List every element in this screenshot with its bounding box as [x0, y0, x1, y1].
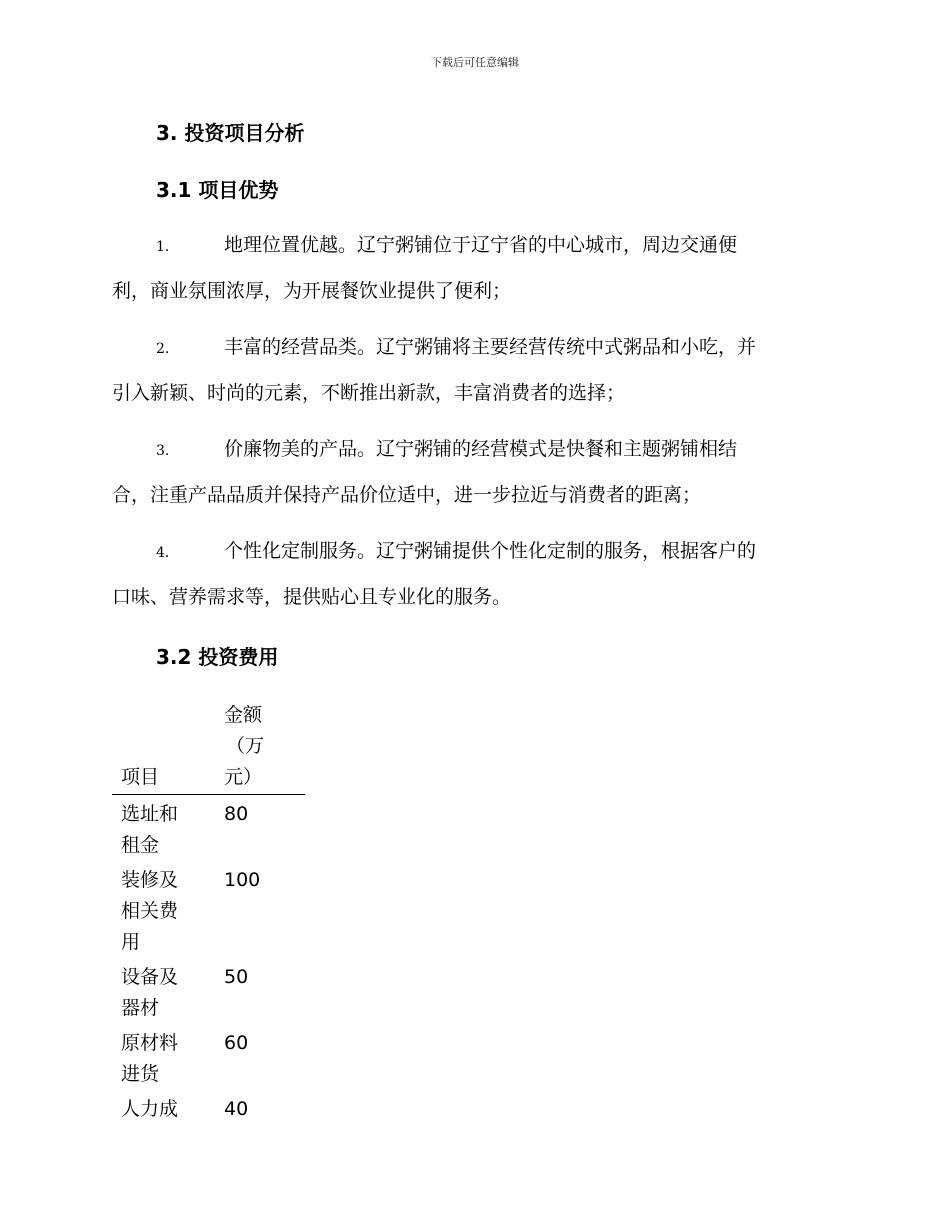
table-row [112, 1024, 305, 1090]
item-line: 原材料 [121, 1032, 179, 1054]
advantage-text-line: 个性化定制服务。辽宁粥铺提供个性化定制的服务，根据客户的 [224, 540, 757, 562]
table-header-row [112, 700, 305, 795]
advantage-item-2 [112, 335, 836, 427]
advantage-text-line: 地理位置优越。辽宁粥铺位于辽宁省的中心城市，周边交通便 [224, 234, 738, 256]
item-line: 用 [121, 931, 141, 953]
table-row [112, 1090, 305, 1125]
header-amount-cell [224, 700, 305, 795]
amount-cell: 80 [224, 803, 249, 825]
section-title: 3. 投资项目分析 [156, 121, 305, 145]
costs-heading: 3.2 投资费用 [156, 645, 279, 669]
advantage-text-line: 利，商业氛围浓厚，为开展餐饮业提供了便利； [112, 280, 512, 302]
item-line: 装修及 [121, 869, 179, 891]
advantage-text-line: 价廉物美的产品。辽宁粥铺的经营模式是快餐和主题粥铺相结 [224, 438, 738, 460]
item-line: 人力成 [121, 1098, 179, 1120]
header-item-label: 项目 [121, 766, 160, 788]
investment-cost-table [112, 700, 305, 1125]
table-row [112, 795, 305, 862]
item-cell [112, 958, 224, 1024]
amount-cell: 60 [224, 1032, 249, 1054]
item-line: 选址和 [121, 803, 179, 825]
item-line: 进货 [121, 1063, 160, 1085]
item-cell [112, 861, 224, 958]
item-line: 相关费 [121, 900, 179, 922]
advantage-item-3 [112, 437, 836, 529]
advantage-number: 1. [156, 239, 170, 255]
item-line: 器材 [121, 997, 160, 1019]
item-cell [112, 1024, 224, 1090]
advantage-number: 4. [156, 545, 170, 561]
advantage-number: 3. [156, 443, 170, 459]
header-amount-line: （万 [226, 735, 265, 757]
page-header: 下载后可任意编辑 [431, 56, 519, 69]
advantage-text-line: 丰富的经营品类。辽宁粥铺将主要经营传统中式粥品和小吃，并 [224, 336, 757, 358]
header-amount-line: 元） [224, 766, 263, 788]
header-amount-line: 金额 [224, 704, 263, 726]
advantages-heading: 3.1 项目优势 [156, 178, 279, 202]
item-cell [112, 795, 224, 862]
amount-cell: 40 [224, 1098, 249, 1120]
table-row [112, 958, 305, 1024]
advantage-text-line: 口味、营养需求等，提供贴心且专业化的服务。 [112, 586, 512, 608]
amount-cell: 100 [224, 869, 261, 891]
item-cell [112, 1090, 224, 1125]
amount-cell: 50 [224, 966, 249, 988]
advantage-text-line: 合，注重产品品质并保持产品价位适中，进一步拉近与消费者的距离； [112, 484, 702, 506]
item-line: 设备及 [121, 966, 179, 988]
table-row [112, 861, 305, 958]
advantage-item-4 [112, 539, 836, 631]
header-item-cell [112, 700, 224, 795]
advantage-number: 2. [156, 341, 170, 357]
advantage-item-1 [112, 233, 836, 325]
advantage-text-line: 引入新颖、时尚的元素，不断推出新款，丰富消费者的选择； [112, 382, 626, 404]
item-line: 租金 [121, 834, 160, 856]
